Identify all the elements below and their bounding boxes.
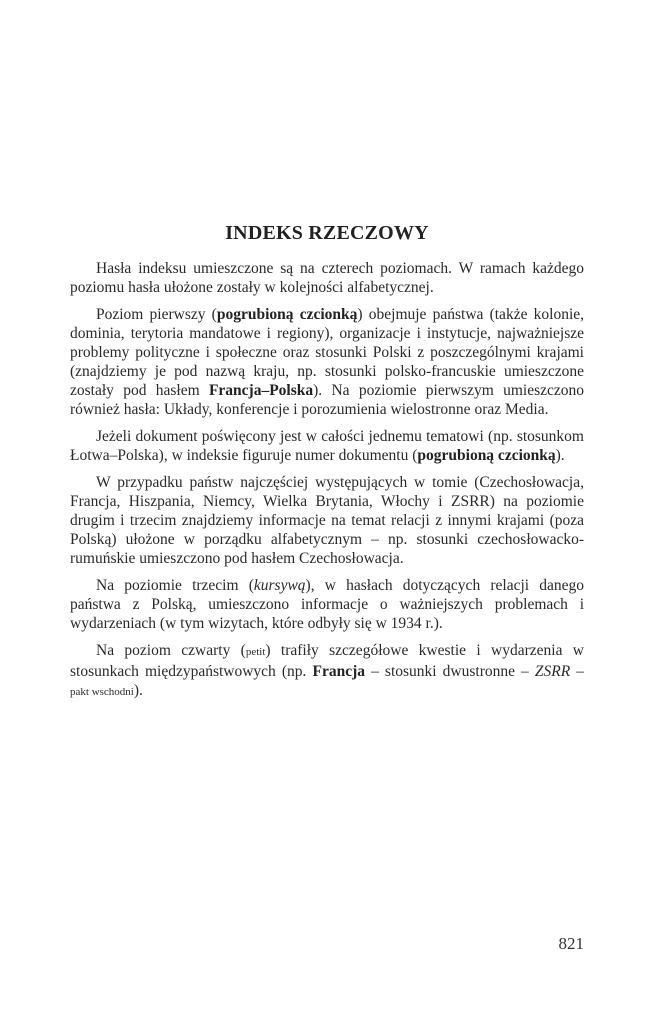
- bold-text: pogrubioną czcionką: [417, 447, 556, 464]
- bold-text: pogrubioną czcionką: [216, 306, 358, 323]
- paragraph-2: Poziom pierwszy (pogrubioną czcionką) obejmuje państwa (także kolonie, dominia, terytoria mandatowe i regiony), organizacje i instytucje, najważniejsze problemy polityczne i społeczne oraz stosunki Polski z poszczególnymi krajami (znajdziemy je pod nazwą kraju, np. stosunki polsko-francuskie umieszczone zostały pod hasłem Francja–Polska). Na poziomie pierwszym umieszczono również hasła: Układy, konferencje i porozumienia wielostronne oraz Media.: [70, 306, 585, 418]
- page-number: 821: [558, 934, 584, 953]
- petit-text: petit: [245, 646, 266, 658]
- paragraph-6: Na poziom czwarty (petit) trafiły szczegółowe kwestie i wydarzenia w stosunkach międzypaństwowych (np. Francja – stosunki dwustronne – ZSRR – pakt wschodni).: [70, 642, 585, 699]
- page-title: INDEKS RZECZOWY: [225, 222, 429, 244]
- italic-text: ZSRR: [534, 663, 571, 680]
- paragraph-5: Na poziomie trzecim (kursywą), w hasłach dotyczących relacji danego państwa z Polską, umieszczono informacje o ważniejszych problemach i wydarzeniach (w tym wizytach, które odbyły się w 1934 r.).: [70, 577, 584, 632]
- italic-text: kursywą: [253, 577, 306, 594]
- page-body: [70, 259, 584, 710]
- petit-text: pakt wschodni: [70, 686, 134, 698]
- paragraph-4: W przypadku państw najczęściej występujących w tomie (Czechosłowacja, Francja, Hiszpania, Niemcy, Wielka Brytania, Włochy i ZSRR) na poziomie drugim i trzecim znajdziemy informacje na temat relacji z innymi krajami (poza Polską) ułożone w porządku alfabetycznym – np. stosunki czechosłowacko-rumuńskie umieszczono pod hasłem Czechosłowacja.: [70, 474, 584, 567]
- bold-text: Francja–Polska: [208, 382, 314, 399]
- paragraph-3: Jeżeli dokument poświęcony jest w całości jednemu tematowi (np. stosunkom Łotwa–Polska), w indeksie figuruje numer dokumentu (pogrubioną czcionką).: [70, 428, 584, 464]
- bold-text: Francja: [312, 663, 366, 680]
- paragraph-1: Hasła indeksu umieszczone są na czterech poziomach. W ramach każdego poziomu hasła ułożone zostały w kolejności alfabetycznej.: [70, 260, 584, 296]
